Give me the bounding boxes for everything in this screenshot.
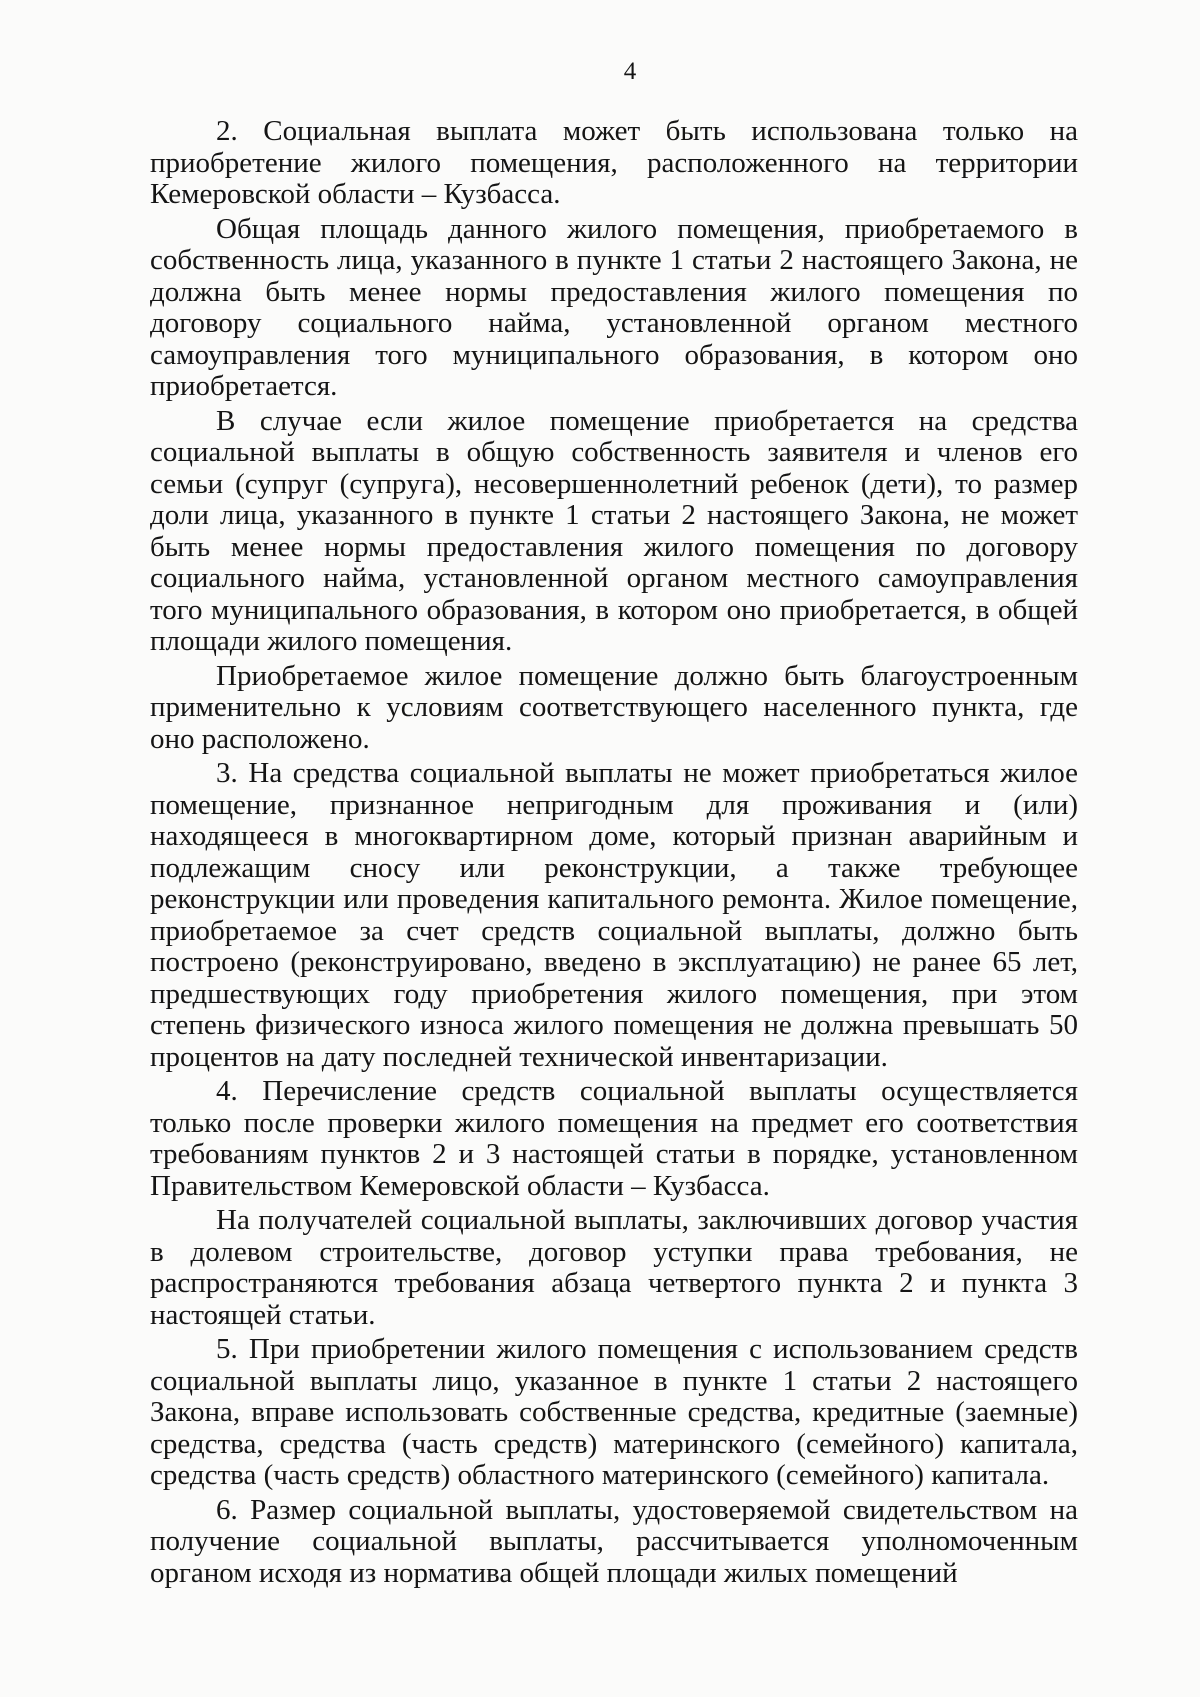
paragraph-item-2: 2. Социальная выплата может быть использована только на приобретение жилого помещения, расположенного на территории Кемеровской области – Кузбасса.: [150, 115, 1078, 210]
paragraph-item-3: 3. На средства социальной выплаты не может приобретаться жилое помещение, признанное непригодным для проживания и (или) находящееся в многоквартирном доме, который признан аварийным и подлежащим сносу или реконструкции, а также требующее реконструкции или проведения капитального ремонта. Жилое помещение, приобретаемое за счет средств социальной выплаты, должно быть построено (реконструировано, введено в эксплуатацию) не ранее 65 лет, предшествующих году приобретения жилого помещения, при этом степень физического износа жилого помещения не должна превышать 50 процентов на дату последней технической инвентаризации.: [150, 757, 1078, 1073]
paragraph-item-6: 6. Размер социальной выплаты, удостоверяемой свидетельством на получение социальной выплаты, рассчитывается уполномоченным органом исходя из норматива общей площади жилых помещений: [150, 1493, 1078, 1589]
paragraph-item-4: 4. Перечисление средств социальной выплаты осуществляется только после проверки жилого помещения на предмет его соответствия требованиям пунктов 2 и 3 настоящей статьи в порядке, установленном Правительством Кемеровской области – Кузбасса.: [150, 1075, 1078, 1202]
paragraph-shared-construction: На получателей социальной выплаты, заключивших договор участия в долевом строительстве, договор уступки права требования, не распространяются требования абзаца четвертого пункта 2 и пункта 3 настоящей статьи.: [150, 1204, 1078, 1331]
document-body: [150, 116, 1078, 1592]
paragraph-item-5: 5. При приобретении жилого помещения с использованием средств социальной выплаты лицо, указанное в пункте 1 статьи 2 настоящего Закона, вправе использовать собственные средства, кредитные (заемные) средства, средства (часть средств) материнского (семейного) капитала, средства (часть средств) областного материнского (семейного) капитала.: [150, 1333, 1078, 1491]
page-number: 4: [623, 58, 637, 85]
paragraph-shared-ownership: В случае если жилое помещение приобретается на средства социальной выплаты в общую собственность заявителя и членов его семьи (супруг (супруга), несовершеннолетний ребенок (дети), то размер доли лица, указанного в пункте 1 статьи 2 настоящего Закона, не может быть менее нормы предоставления жилого помещения по договору социального найма, установленной органом местного самоуправления того муниципального образования, в котором оно приобретается, в общей площади жилого помещения.: [150, 404, 1078, 657]
paragraph-amenities: Приобретаемое жилое помещение должно быть благоустроенным применительно к условиям соответствующего населенного пункта, где оно расположено.: [150, 659, 1078, 755]
paragraph-total-area: Общая площадь данного жилого помещения, приобретаемого в собственность лица, указанного в пункте 1 статьи 2 настоящего Закона, не должна быть менее нормы предоставления жилого помещения по договору социального найма, установленной органом местного самоуправления того муниципального образования, в котором оно приобретается.: [150, 212, 1078, 402]
